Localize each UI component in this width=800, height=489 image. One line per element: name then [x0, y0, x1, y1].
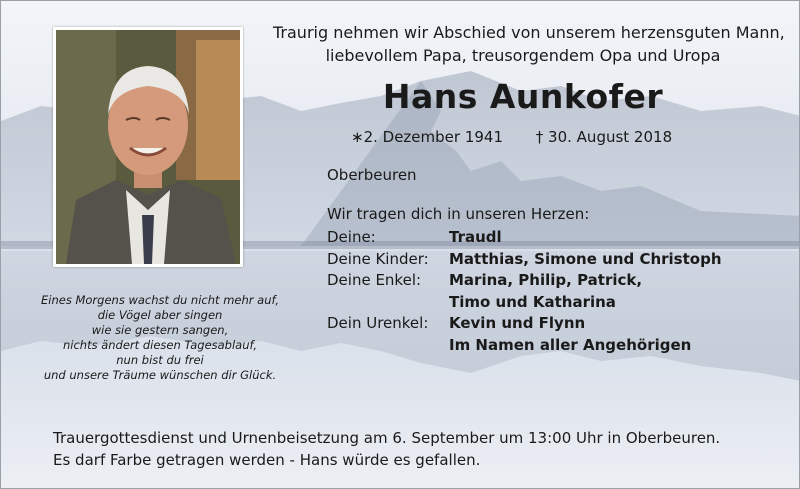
- family-closing: Im Namen aller Angehörigen: [449, 336, 692, 354]
- family-label: Deine Kinder:: [327, 250, 429, 268]
- poem-line: Eines Morgens wachst du nicht mehr auf,: [41, 293, 279, 307]
- poem-line: und unsere Träume wünschen dir Glück.: [43, 368, 277, 382]
- deceased-name: Hans Aunkofer: [382, 77, 664, 116]
- intro-text: [273, 21, 785, 67]
- service-info: [53, 427, 720, 471]
- service-line-1: Trauergottesdienst und Urnenbeisetzung am 6. September um 13:00 Uhr in Oberbeuren.: [53, 429, 721, 447]
- family-names: Marina, Philip, Patrick,: [449, 271, 643, 289]
- poem-line: die Vögel aber singen: [97, 308, 223, 322]
- family-row-spouse: [327, 228, 502, 246]
- poem-line: nun bist du frei: [116, 353, 204, 367]
- life-dates: [351, 128, 672, 146]
- birth-date: ∗2. Dezember 1941: [351, 128, 503, 146]
- family-intro: Wir tragen dich in unseren Herzen:: [327, 205, 590, 223]
- family-label: Dein Urenkel:: [327, 314, 429, 332]
- intro-line-2: liebevollem Papa, treusorgendem Opa und Uropa: [325, 46, 721, 65]
- family-names: Matthias, Simone und Christoph: [449, 250, 722, 268]
- family-row-grandchildren: [327, 271, 642, 289]
- family-label: Deine Enkel:: [327, 271, 422, 289]
- family-row-great-grandchildren: [327, 314, 585, 332]
- portrait-photo-frame: [53, 27, 243, 267]
- poem: [25, 293, 295, 383]
- intro-line-1: Traurig nehmen wir Abschied von unserem herzensguten Mann,: [273, 23, 785, 42]
- portrait-photo: [56, 30, 240, 264]
- poem-line: wie sie gestern sangen,: [91, 323, 229, 337]
- family-row-children: [327, 250, 722, 268]
- hometown: Oberbeuren: [327, 166, 417, 184]
- family-names: Traudl: [449, 228, 502, 246]
- family-names: Kevin und Flynn: [449, 314, 586, 332]
- service-line-2: Es darf Farbe getragen werden - Hans würde es gefallen.: [53, 451, 481, 469]
- poem-line: nichts ändert diesen Tagesablauf,: [62, 338, 258, 352]
- family-names-continued: Timo und Katharina: [449, 293, 616, 311]
- death-date: † 30. August 2018: [535, 128, 673, 146]
- family-label: Deine:: [327, 228, 376, 246]
